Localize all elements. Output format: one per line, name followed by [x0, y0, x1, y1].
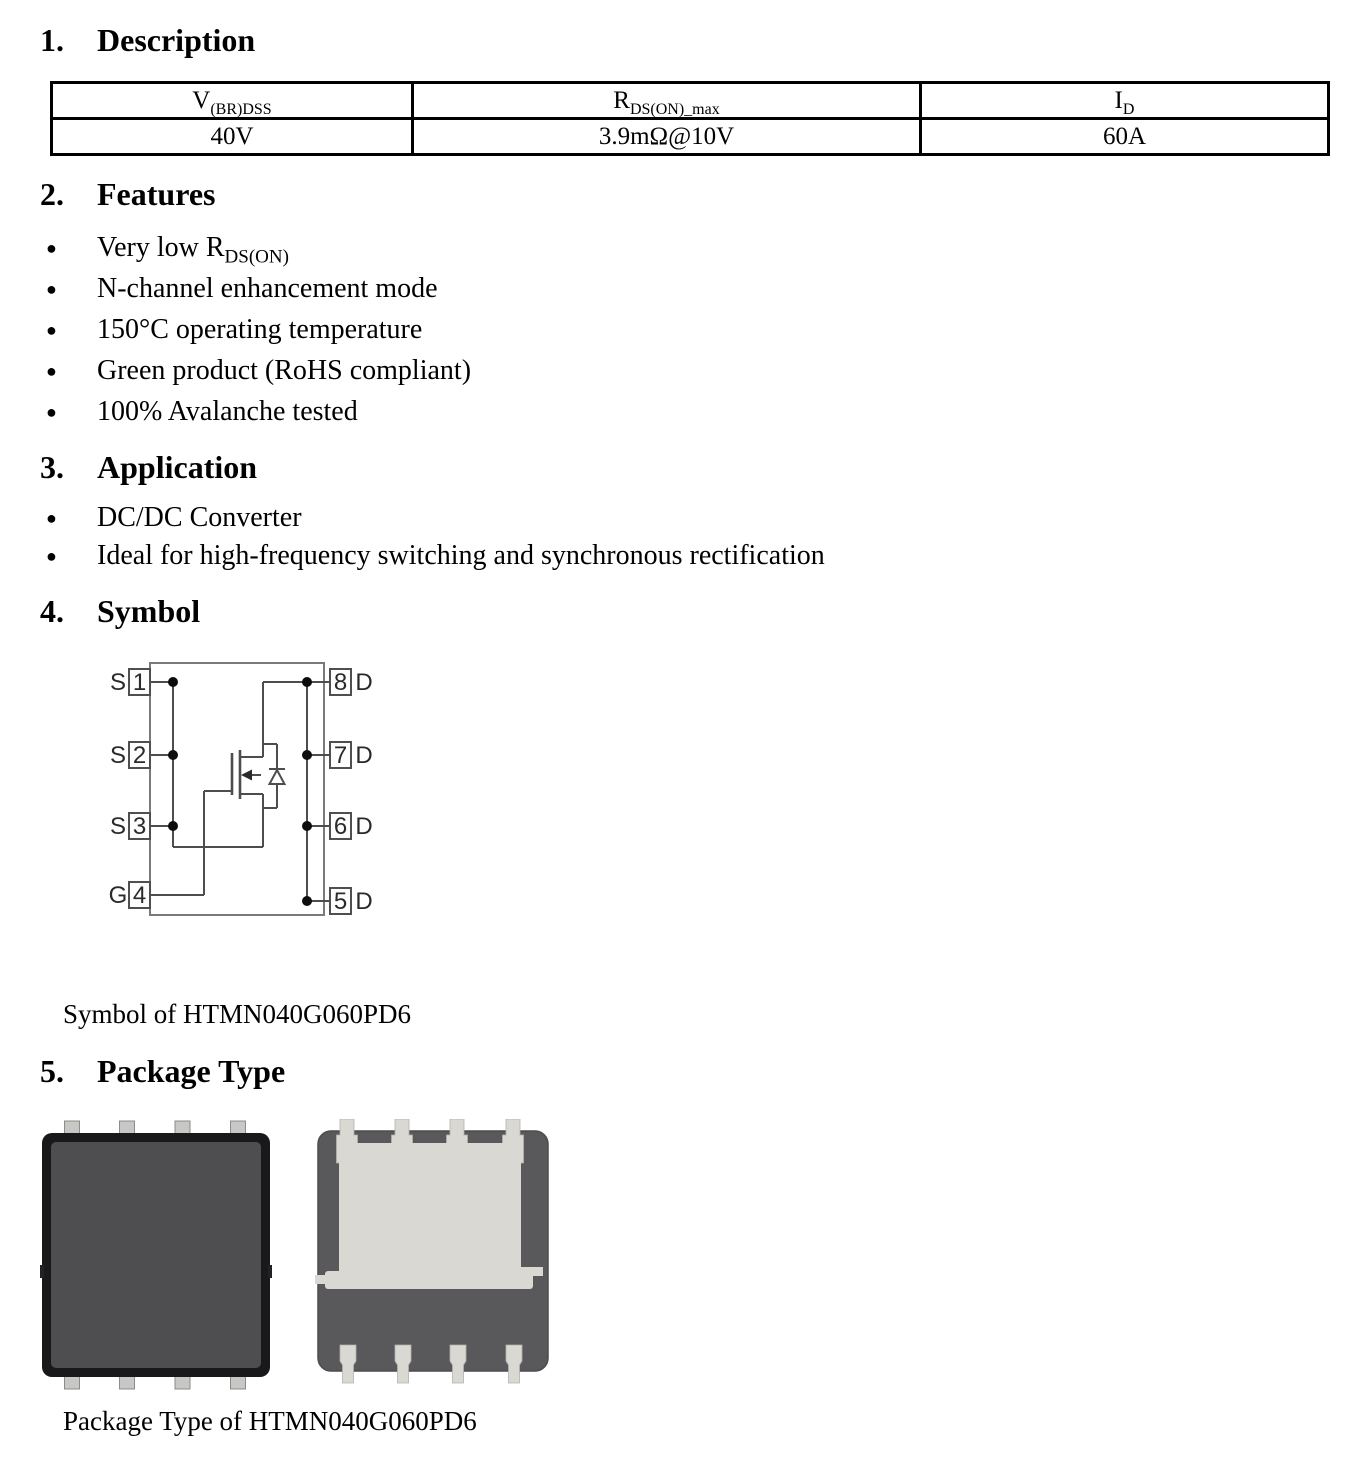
list-item	[40, 227, 1327, 268]
value-cell-vbrdss: 40V	[52, 119, 413, 155]
symbol-pin-5d	[330, 888, 373, 915]
heading-package-type	[40, 1051, 1327, 1091]
heading-application	[40, 447, 1327, 487]
pkg-exposed-pad	[315, 1143, 543, 1289]
pin-label: S	[109, 813, 127, 840]
header-cell-rdson	[413, 83, 921, 119]
section-title: Description	[97, 22, 256, 58]
list-item	[40, 268, 1327, 309]
application-text: Ideal for high-frequency switching and synchronous rectification	[97, 540, 825, 571]
application-text: DC/DC Converter	[97, 502, 302, 533]
pin-label: D	[355, 742, 373, 769]
section-number: 4.	[40, 593, 64, 629]
symbol-outline	[150, 663, 324, 915]
features-list	[40, 227, 1327, 432]
symbol-pin-g4	[109, 882, 150, 909]
page-root	[0, 20, 1357, 1438]
section-number: 3.	[40, 449, 64, 485]
feature-text: Very low $R_{DS(ON)}$	[97, 231, 289, 268]
body-diode	[270, 770, 285, 784]
symbol-pin-7d	[330, 742, 373, 769]
pin-number: 7	[333, 742, 348, 769]
symbol-pin-s3	[110, 813, 150, 840]
pin-label: D	[355, 669, 373, 696]
feature-text: 100% Avalanche tested	[97, 395, 358, 427]
param-sub: D	[1122, 100, 1135, 118]
param-base: R	[613, 86, 630, 114]
pin-label: G	[108, 882, 128, 909]
package-caption: Package Type of HTMN040G060PD6	[63, 1406, 477, 1436]
section-title: Symbol	[97, 593, 201, 629]
bullet-icon: ●	[46, 508, 57, 528]
header-cell-vbrdss	[52, 83, 413, 119]
heading-description	[40, 20, 1327, 60]
table-value-row	[52, 119, 1329, 155]
package-images-row	[40, 1119, 1327, 1391]
table-header-row	[52, 83, 1329, 119]
section-number: 1.	[40, 22, 64, 58]
pin-number: 1	[132, 669, 147, 696]
pin-label: D	[355, 813, 373, 840]
param-base: I	[1114, 86, 1123, 114]
list-item	[40, 537, 1327, 575]
bullet-icon: ●	[46, 319, 57, 340]
section-title: Features	[97, 176, 216, 212]
heading-symbol	[40, 591, 1327, 631]
param-sub: (BR)DSS	[210, 100, 272, 118]
symbol-pin-6d	[330, 813, 373, 840]
list-item	[40, 391, 1327, 432]
bullet-icon: ●	[46, 237, 57, 258]
pin-number: 2	[132, 742, 147, 769]
bullet-icon: ●	[46, 360, 57, 381]
package-bottom-view-image	[315, 1119, 565, 1391]
pin-label: D	[355, 888, 373, 915]
package-top-view-image	[40, 1119, 272, 1391]
pin-label: S	[109, 669, 127, 696]
application-list	[40, 499, 1327, 575]
param-sub: DS(ON)_max	[629, 100, 720, 118]
section-number: 2.	[40, 176, 64, 212]
feature-text: Green product (RoHS compliant)	[97, 354, 472, 386]
description-table	[50, 81, 1330, 156]
heading-features	[40, 174, 1327, 214]
header-cell-id	[921, 83, 1329, 119]
value-cell-rdson: 3.9mΩ@10V	[413, 119, 921, 155]
symbol-pin-s2	[110, 742, 150, 769]
feature-text: 150°C operating temperature	[97, 313, 423, 345]
symbol-pin-s1	[110, 669, 150, 696]
symbol-pin-8d	[330, 669, 373, 696]
pkg-body-surface	[51, 1142, 261, 1368]
symbol-caption: Symbol of HTMN040G060PD6	[63, 999, 412, 1029]
section-title: Application	[97, 449, 258, 485]
pin-number: 4	[132, 882, 147, 909]
bullet-icon: ●	[46, 278, 57, 299]
pin-number: 6	[333, 813, 348, 840]
pkg-side-nub	[40, 1265, 44, 1278]
pin-number: 3	[132, 813, 147, 840]
param-base: V	[192, 86, 211, 114]
pkg-side-nub	[268, 1265, 272, 1278]
value-cell-id: 60A	[921, 119, 1329, 155]
list-item	[40, 350, 1327, 391]
list-item	[40, 309, 1327, 350]
bullet-icon: ●	[46, 401, 57, 422]
pin-label: S	[109, 742, 127, 769]
feature-text: N-channel enhancement mode	[97, 272, 438, 304]
section-title: Package Type	[97, 1053, 286, 1089]
pin-number: 5	[333, 888, 348, 915]
bullet-icon: ●	[46, 546, 57, 566]
pin-number: 8	[333, 669, 348, 696]
section-number: 5.	[40, 1053, 64, 1089]
mosfet-symbol-diagram	[105, 653, 375, 933]
mosfet-arrow	[241, 770, 252, 781]
list-item	[40, 499, 1327, 537]
symbol-wires	[150, 682, 330, 901]
